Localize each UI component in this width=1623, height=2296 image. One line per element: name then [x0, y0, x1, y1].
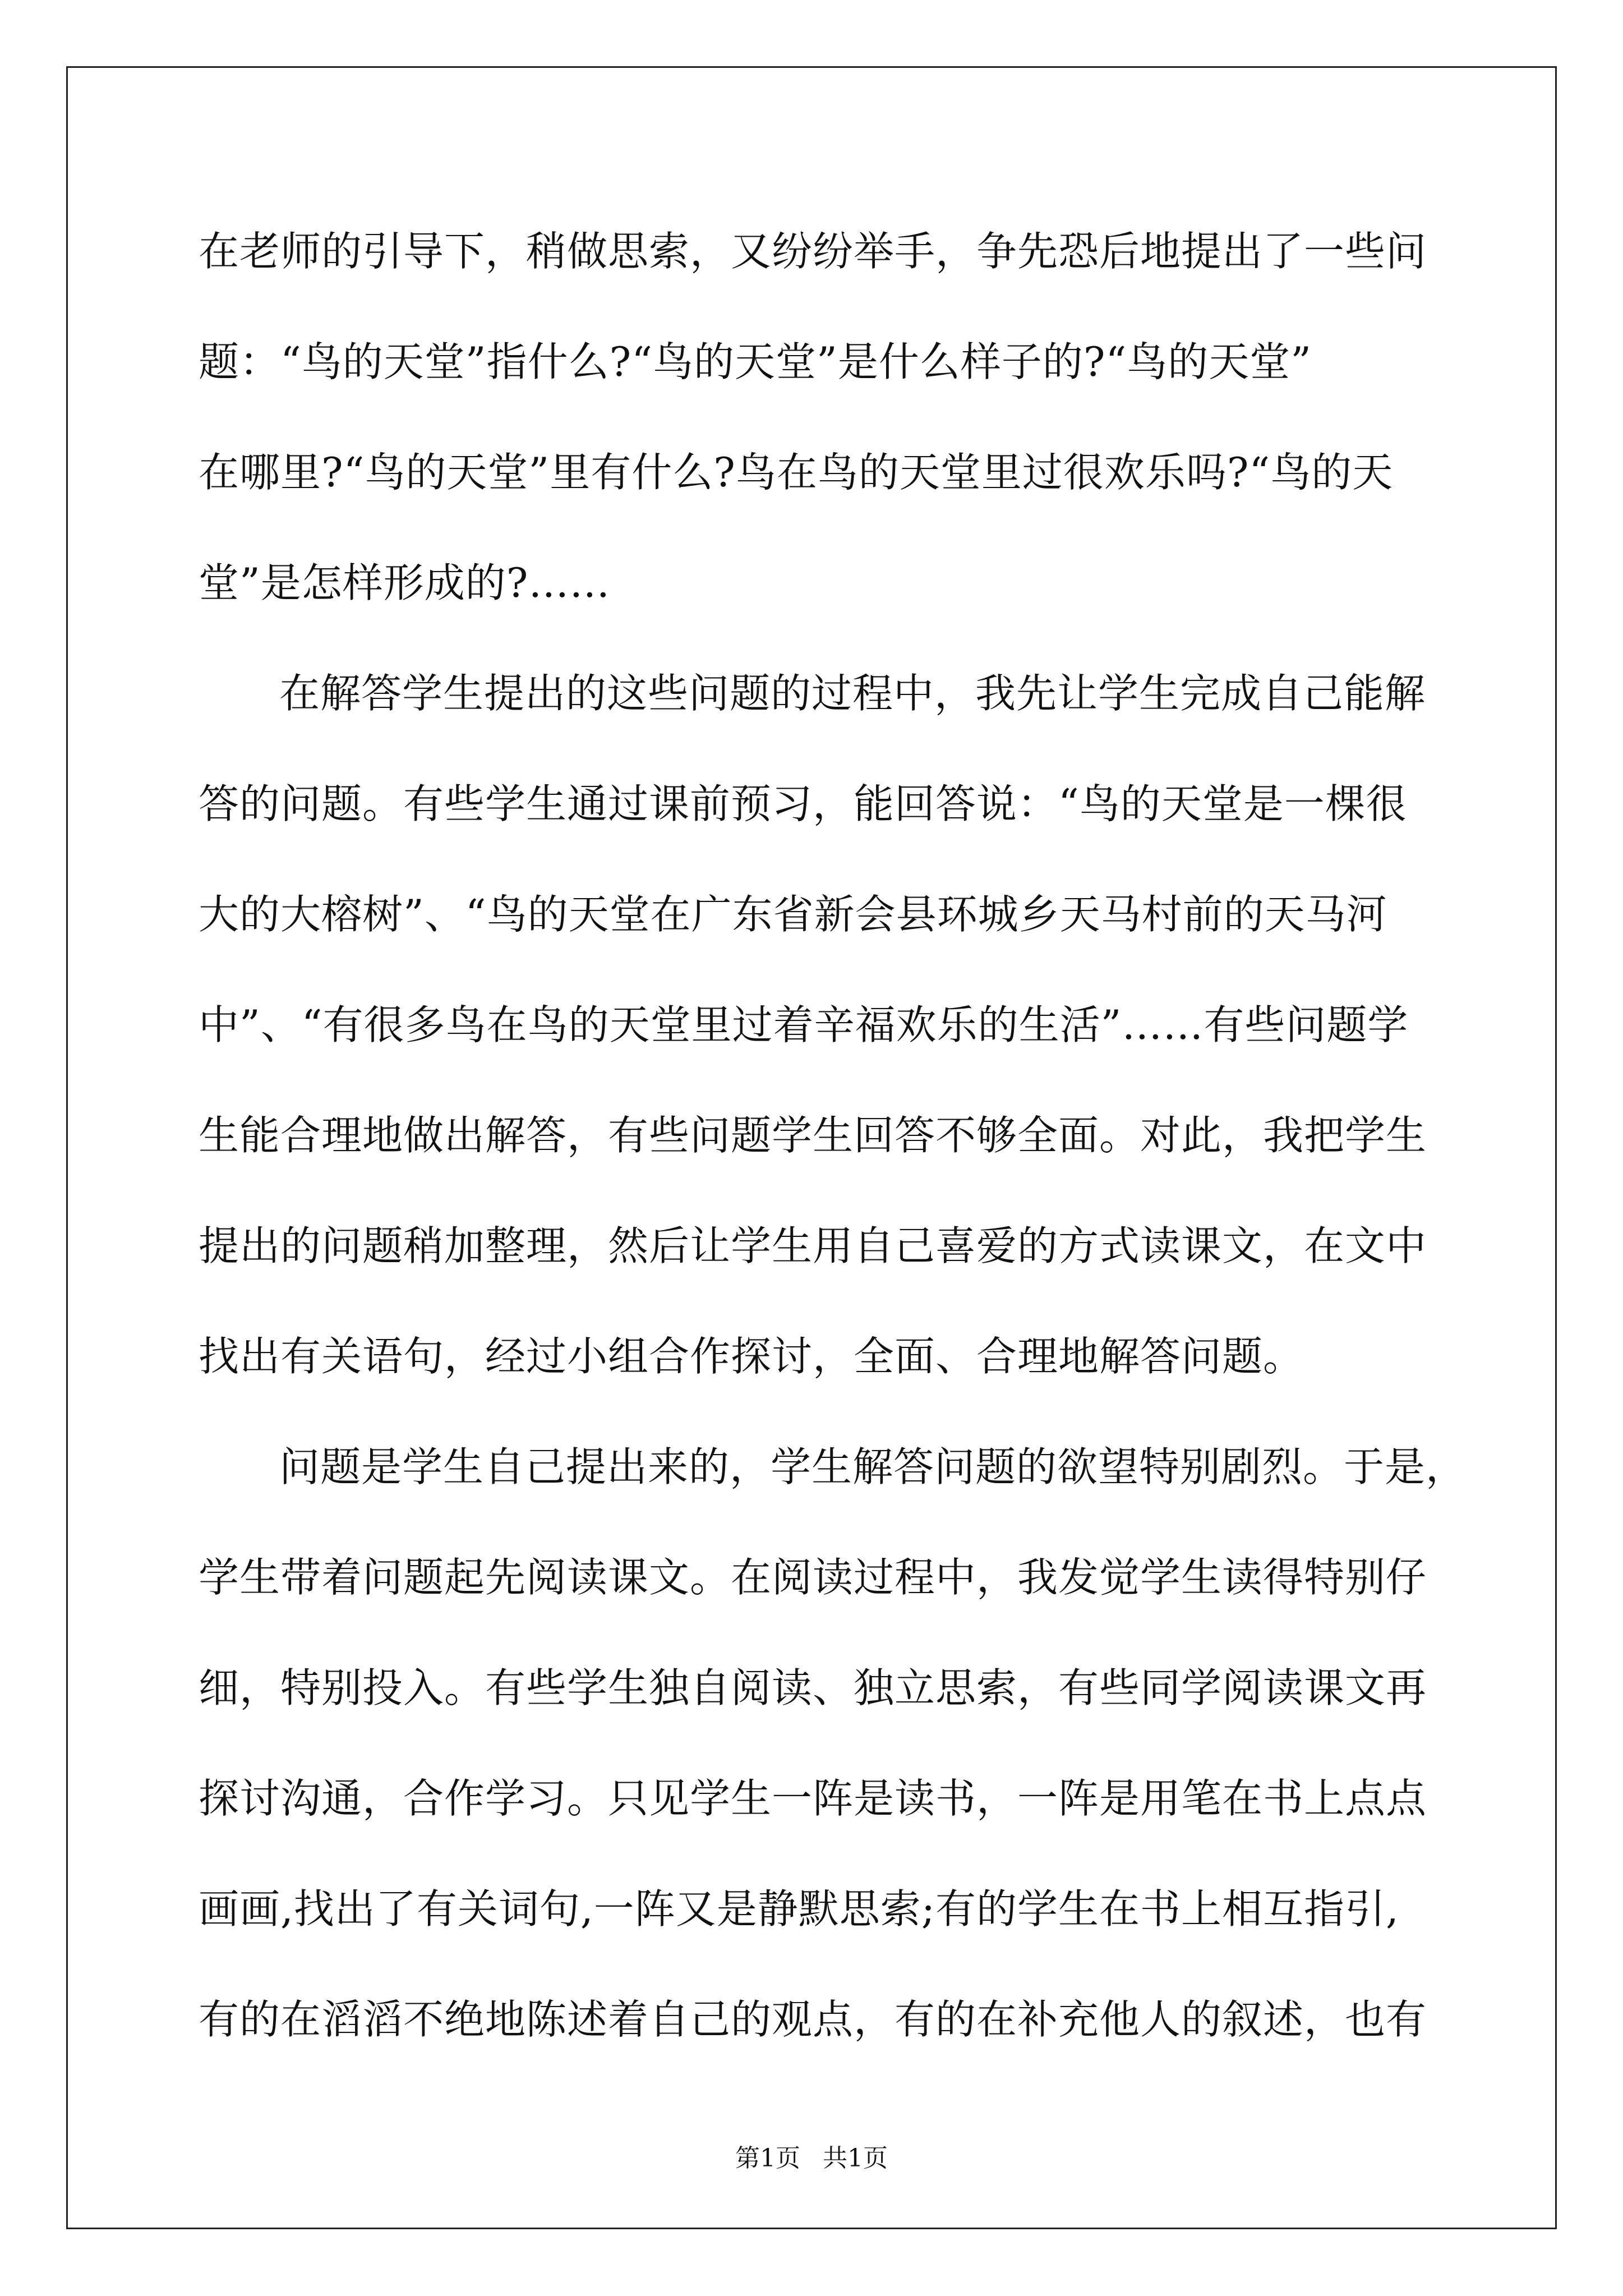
- text-line: 在老师的引导下，稍做思索，又纷纷举手，争先恐后地提出了一些问: [199, 228, 1427, 275]
- text-line: 找出有关语句，经过小组合作探讨，全面、合理地解答问题。: [199, 1333, 1304, 1380]
- text-line: 生能合理地做出解答，有些问题学生回答不够全面。对此，我把学生: [199, 1112, 1427, 1159]
- text-line: 细，特别投入。有些学生独自阅读、独立思索，有些同学阅读课文再: [199, 1664, 1427, 1711]
- page-number: 第1页: [735, 2144, 800, 2173]
- text-line: 探讨沟通，合作学习。只见学生一阵是读书，一阵是用笔在书上点点: [199, 1775, 1427, 1822]
- text-line: 中”、“有很多鸟在鸟的天堂里过着辛福欢乐的生活”……有些问题学: [199, 1001, 1409, 1048]
- text-line: 在哪里?“鸟的天堂”里有什么?鸟在鸟的天堂里过很欢乐吗?“鸟的天: [199, 449, 1394, 496]
- text-line: 答的问题。有些学生通过课前预习，能回答说：“鸟的天堂是一棵很: [199, 780, 1407, 827]
- text-line: 有的在滔滔不绝地陈述着自己的观点，有的在补充他人的叙述，也有: [199, 1996, 1427, 2043]
- text-line: 提出的问题稍加整理，然后让学生用自己喜爱的方式读课文，在文中: [199, 1222, 1427, 1269]
- text-line: 题：“鸟的天堂”指什么?“鸟的天堂”是什么样子的?“鸟的天堂”: [199, 338, 1312, 385]
- text-line: 大的大榕树”、“鸟的天堂在广东省新会县环城乡天马村前的天马河: [199, 891, 1387, 938]
- paragraph-start-line: 问题是学生自己提出来的，学生解答问题的欲望特别剧烈。于是，: [279, 1443, 1467, 1490]
- page-total: 共1页: [823, 2144, 888, 2173]
- page-footer: [0, 2142, 1623, 2175]
- text-line: 画画,找出了有关词句,一阵又是静默思索;有的学生在书上相互指引,: [199, 1885, 1399, 1932]
- text-line: 堂”是怎样形成的?……: [199, 559, 611, 606]
- paragraph-start-line: 在解答学生提出的这些问题的过程中，我先让学生完成自己能解: [279, 670, 1426, 717]
- text-line: 学生带着问题起先阅读课文。在阅读过程中，我发觉学生读得特别仔: [199, 1554, 1427, 1601]
